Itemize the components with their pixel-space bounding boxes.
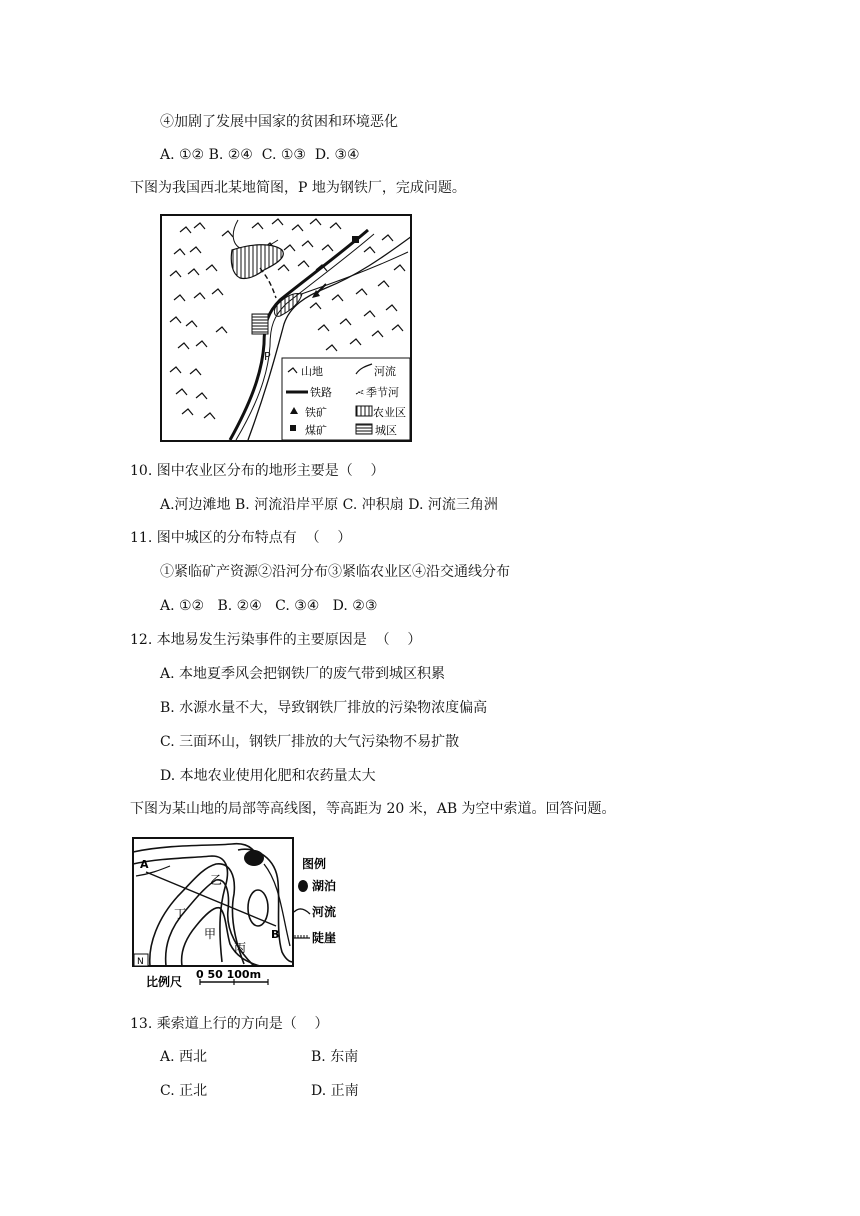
- svg-text:铁矿: 铁矿: [305, 406, 327, 419]
- question-13-option-a: A. 西北: [160, 1049, 208, 1065]
- q9-option-4: ④加剧了发展中国家的贫困和环境恶化: [160, 114, 398, 130]
- svg-text:煤矿: 煤矿: [305, 424, 327, 437]
- question-12-option-d: D. 本地农业使用化肥和农药量太大: [160, 768, 376, 784]
- svg-text:0 50 100m: 0 50 100m: [196, 968, 262, 981]
- svg-text:乙: 乙: [210, 873, 223, 887]
- svg-text:季节河: 季节河: [366, 386, 399, 399]
- svg-text:甲: 甲: [204, 927, 217, 941]
- svg-text:铁路: 铁路: [310, 386, 332, 399]
- svg-text:比例尺: 比例尺: [146, 975, 183, 989]
- question-11-choices: A. ①② B. ②④ C. ③④ D. ②③: [160, 598, 378, 614]
- svg-text:湖泊: 湖泊: [312, 879, 337, 893]
- map1-intro: 下图为我国西北某地简图，P 地为钢铁厂，完成问题。: [130, 180, 466, 196]
- question-12-option-c: C. 三面环山，钢铁厂排放的大气污染物不易扩散: [160, 734, 460, 750]
- question-13-option-c: C. 正北: [160, 1083, 208, 1099]
- question-13-option-d: D. 正南: [311, 1083, 359, 1099]
- svg-text:图例: 图例: [302, 857, 327, 871]
- question-13: 13. 乘索道上行的方向是（ ）: [130, 1016, 329, 1032]
- svg-text:河流: 河流: [374, 365, 396, 378]
- region-sketch-map: [160, 214, 412, 442]
- svg-text:山地: 山地: [301, 365, 323, 378]
- question-12-option-b: B. 水源水量不大，导致钢铁厂排放的污染物浓度偏高: [160, 700, 488, 716]
- question-13-option-b: B. 东南: [311, 1049, 359, 1065]
- question-12: 12. 本地易发生污染事件的主要原因是 （ ）: [130, 632, 422, 648]
- svg-text:N: N: [137, 957, 144, 967]
- point-p-label: P: [264, 350, 271, 363]
- q9-choices: A. ①② B. ②④ C. ①③ D. ③④: [160, 147, 360, 163]
- svg-text:河流: 河流: [312, 905, 337, 919]
- svg-text:陡崖: 陡崖: [312, 931, 337, 945]
- contour-legend: [294, 856, 336, 945]
- question-11: 11. 图中城区的分布特点有 （ ）: [130, 530, 352, 546]
- question-10: 10. 图中农业区分布的地形主要是（ ）: [130, 463, 385, 479]
- svg-text:丁: 丁: [174, 907, 187, 921]
- svg-text:城区: 城区: [375, 424, 397, 437]
- svg-text:农业区: 农业区: [373, 406, 406, 419]
- svg-text:B: B: [271, 928, 280, 941]
- svg-text:A: A: [140, 858, 149, 871]
- svg-text:丙: 丙: [234, 941, 247, 955]
- question-10-choices: A.河边滩地 B. 河流沿岸平原 C. 冲积扇 D. 河流三角洲: [160, 497, 498, 513]
- contour-map: [130, 834, 360, 994]
- scale-bar: [146, 968, 268, 989]
- question-11-options: ①紧临矿产资源②沿河分布③紧临农业区④沿交通线分布: [160, 564, 510, 580]
- map1-legend: [282, 358, 410, 440]
- question-12-option-a: A. 本地夏季风会把钢铁厂的废气带到城区积累: [160, 666, 446, 682]
- contour-intro: 下图为某山地的局部等高线图，等高距为 20 米，AB 为空中索道。回答问题。: [130, 801, 616, 817]
